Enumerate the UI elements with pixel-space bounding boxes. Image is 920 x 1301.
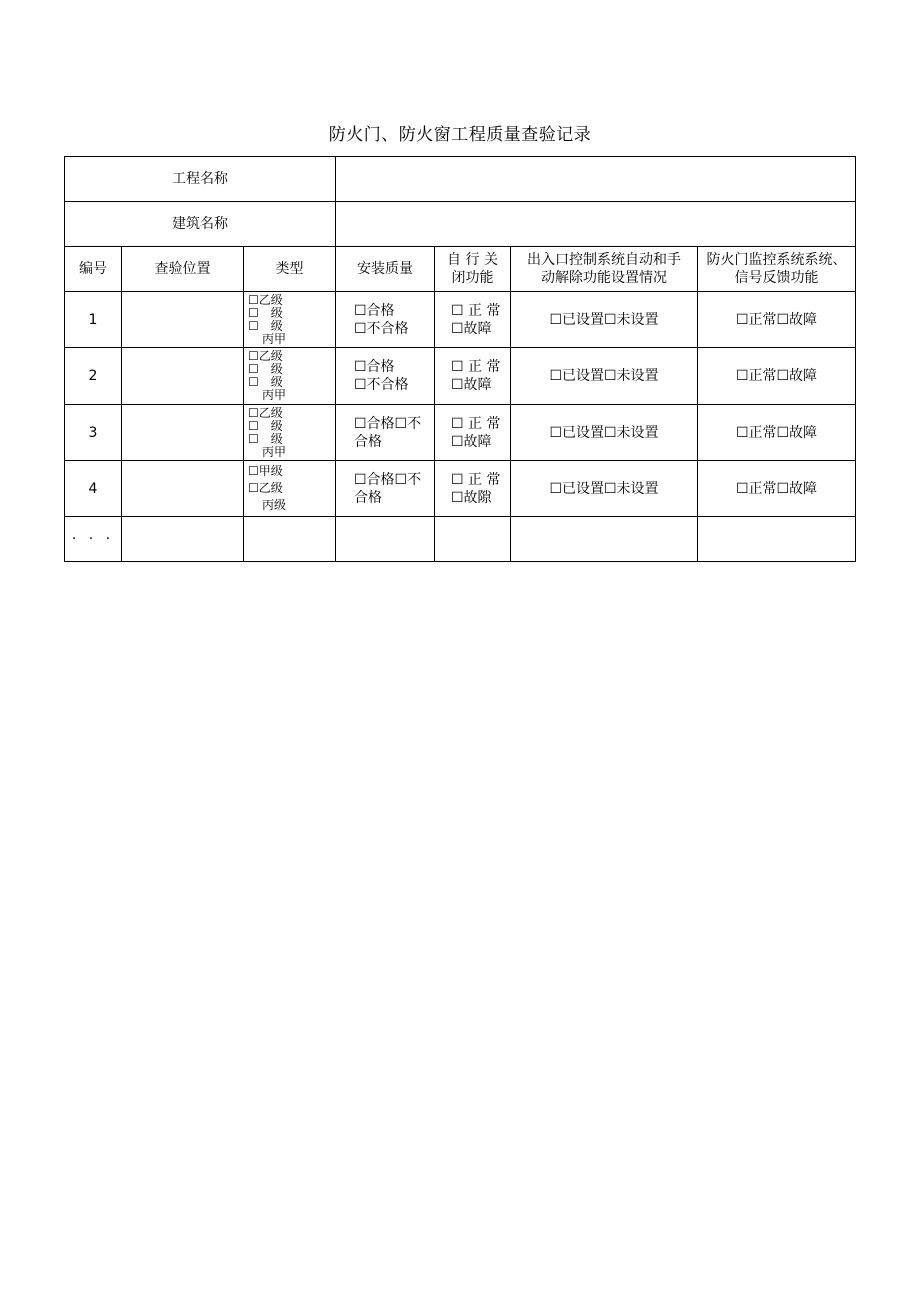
building-name-field[interactable] bbox=[336, 202, 856, 247]
type-line: ☐甲级 bbox=[248, 464, 283, 478]
access-control-options[interactable]: ☐已设置☐未设置 bbox=[511, 292, 698, 348]
quality-options[interactable] bbox=[336, 461, 435, 517]
type-line: ☐乙级 bbox=[248, 349, 283, 363]
type-line: 丙甲 bbox=[262, 444, 287, 459]
inspection-table bbox=[64, 156, 856, 562]
header-self-close-line2: 闭功能 bbox=[451, 270, 494, 286]
quality-line: ☐合格☐不 bbox=[354, 415, 422, 432]
project-name-row bbox=[65, 157, 856, 202]
header-monitor bbox=[698, 247, 856, 292]
access-control-options[interactable]: ☐已设置☐未设置 bbox=[511, 405, 698, 461]
type-line: ☐ 级 bbox=[248, 318, 283, 333]
row-number: 2 bbox=[65, 348, 122, 405]
access-control-options[interactable]: ☐已设置☐未设置 bbox=[511, 461, 698, 517]
quality-line: ☐合格☐不 bbox=[354, 471, 422, 488]
quality-line: ☐不合格 bbox=[354, 377, 409, 393]
table-row bbox=[65, 461, 856, 517]
header-self-close bbox=[435, 247, 511, 292]
type-line: ☐乙级 bbox=[248, 292, 283, 307]
header-access-line1: 出入口控制系统自动和手 bbox=[527, 252, 681, 268]
quality-options[interactable] bbox=[336, 348, 435, 405]
monitor-options[interactable]: ☐正常☐故障 bbox=[698, 348, 856, 405]
self-close-line: ☐故障 bbox=[451, 377, 492, 393]
self-close-line: ☐故障 bbox=[451, 433, 492, 450]
header-self-close-line1: 自 行 关 bbox=[447, 252, 498, 268]
type-line: ☐乙级 bbox=[248, 481, 283, 495]
self-close-line: ☐ 正 常 bbox=[451, 471, 501, 488]
header-type: 类型 bbox=[244, 247, 336, 292]
type-options[interactable] bbox=[244, 292, 336, 348]
empty-cell[interactable] bbox=[336, 517, 435, 562]
monitor-options[interactable]: ☐正常☐故障 bbox=[698, 405, 856, 461]
empty-cell[interactable] bbox=[698, 517, 856, 562]
quality-line: ☐不合格 bbox=[354, 320, 409, 337]
empty-cell[interactable] bbox=[511, 517, 698, 562]
building-name-row bbox=[65, 202, 856, 247]
location-field[interactable] bbox=[122, 348, 244, 405]
type-line: ☐ 级 bbox=[248, 362, 283, 376]
quality-line: ☐合格 bbox=[354, 302, 395, 319]
ellipsis-marker: · · · bbox=[65, 517, 122, 562]
ellipsis-row bbox=[65, 517, 856, 562]
project-name-field[interactable] bbox=[336, 157, 856, 202]
monitor-options[interactable]: ☐正常☐故障 bbox=[698, 461, 856, 517]
monitor-options[interactable]: ☐正常☐故障 bbox=[698, 292, 856, 348]
quality-options[interactable] bbox=[336, 292, 435, 348]
type-options[interactable] bbox=[244, 348, 336, 405]
self-close-line: ☐ 正 常 bbox=[451, 415, 501, 432]
access-control-options[interactable]: ☐已设置☐未设置 bbox=[511, 348, 698, 405]
type-line: ☐ 级 bbox=[248, 305, 283, 320]
type-line: ☐乙级 bbox=[248, 405, 283, 420]
self-close-line: ☐ 正 常 bbox=[451, 302, 501, 319]
empty-cell[interactable] bbox=[435, 517, 511, 562]
table-row bbox=[65, 405, 856, 461]
self-close-line: ☐故隙 bbox=[451, 489, 492, 506]
location-field[interactable] bbox=[122, 292, 244, 348]
quality-line: 合格 bbox=[354, 433, 382, 450]
header-monitor-line2: 信号反馈功能 bbox=[734, 270, 819, 286]
type-line: 丙级 bbox=[262, 498, 287, 512]
empty-cell[interactable] bbox=[244, 517, 336, 562]
type-line: ☐ 级 bbox=[248, 418, 283, 433]
type-line: ☐ 级 bbox=[248, 431, 283, 446]
project-name-label: 工程名称 bbox=[65, 157, 336, 202]
header-quality: 安装质量 bbox=[336, 247, 435, 292]
header-access-control bbox=[511, 247, 698, 292]
header-access-line2: 动解除功能设置情况 bbox=[541, 270, 667, 286]
quality-line: ☐合格 bbox=[354, 359, 395, 375]
quality-line: 合格 bbox=[354, 489, 382, 506]
type-line: 丙甲 bbox=[262, 388, 287, 402]
self-close-options[interactable] bbox=[435, 461, 511, 517]
self-close-options[interactable] bbox=[435, 292, 511, 348]
self-close-line: ☐ 正 常 bbox=[451, 359, 501, 375]
row-number: 3 bbox=[65, 405, 122, 461]
location-field[interactable] bbox=[122, 405, 244, 461]
table-row bbox=[65, 292, 856, 348]
quality-options[interactable] bbox=[336, 405, 435, 461]
table-row bbox=[65, 348, 856, 405]
header-row bbox=[65, 247, 856, 292]
self-close-options[interactable] bbox=[435, 405, 511, 461]
type-options[interactable] bbox=[244, 405, 336, 461]
empty-cell[interactable] bbox=[122, 517, 244, 562]
header-location: 查验位置 bbox=[122, 247, 244, 292]
self-close-line: ☐故障 bbox=[451, 320, 492, 337]
location-field[interactable] bbox=[122, 461, 244, 517]
row-number: 4 bbox=[65, 461, 122, 517]
header-no: 编号 bbox=[65, 247, 122, 292]
type-line: ☐ 级 bbox=[248, 375, 283, 389]
type-options[interactable] bbox=[244, 461, 336, 517]
page-title: 防火门、防火窗工程质量查验记录 bbox=[328, 125, 592, 145]
building-name-label: 建筑名称 bbox=[65, 202, 336, 247]
self-close-options[interactable] bbox=[435, 348, 511, 405]
type-line: 丙甲 bbox=[262, 331, 287, 346]
header-monitor-line1: 防火门监控系统系统、 bbox=[706, 252, 847, 268]
row-number: 1 bbox=[65, 292, 122, 348]
